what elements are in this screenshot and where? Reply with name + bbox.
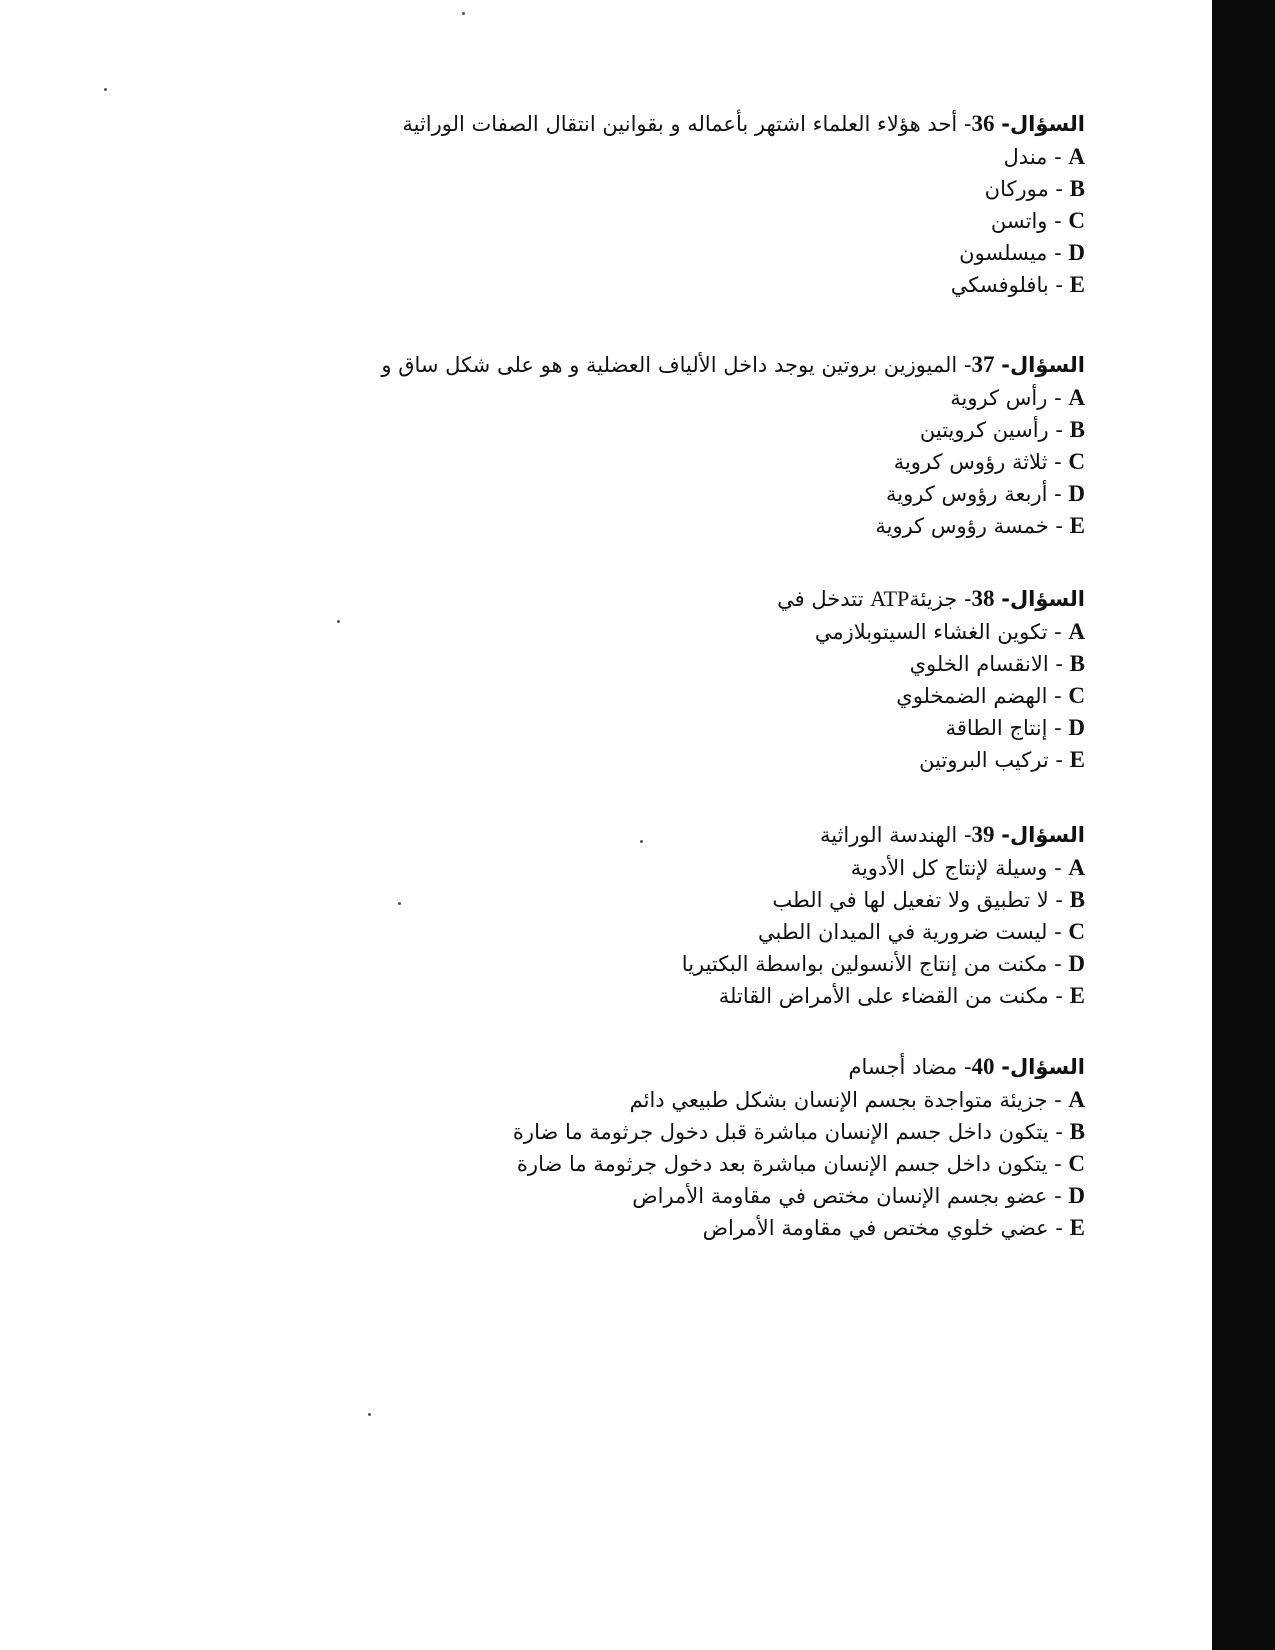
question-38-text-before: جزيئة xyxy=(909,587,958,611)
question-36-stem: السؤال- 36- أحد هؤلاء العلماء اشتهر بأعماله و بقوانين انتقال الصفات الوراثية xyxy=(402,111,1085,136)
question-37-text: الميوزين بروتين يوجد داخل الألياف العضلية و هو على شكل ساق و xyxy=(381,353,958,377)
question-40-option-e: E - عضي خلوي مختص في مقاومة الأمراض xyxy=(702,1215,1085,1240)
question-38-number: 38 xyxy=(971,586,995,611)
scan-speck xyxy=(462,12,465,15)
question-37 xyxy=(381,348,1085,542)
question-37-option-b: B - رأسين كرويتين xyxy=(919,417,1085,442)
question-38-stem: السؤال- 38- جزيئةATP تتدخل في xyxy=(777,586,1085,611)
question-36-option-e: E - بافلوفسكي xyxy=(950,272,1085,297)
question-40-option-a: A - جزيئة متواجدة بجسم الإنسان بشكل طبيعي دائم xyxy=(629,1087,1085,1112)
question-39-option-b: B - لا تطبيق ولا تفعيل لها في الطب xyxy=(772,887,1085,912)
question-38-option-c: C - الهضم الضمخلوي xyxy=(896,683,1085,708)
question-37-option-a: A - رأس كروية xyxy=(950,385,1085,410)
question-38-option-a: A - تكوين الغشاء السيتوبلازمي xyxy=(814,619,1085,644)
scan-speck xyxy=(368,1413,371,1416)
question-37-number: 37 xyxy=(971,352,995,377)
question-39-option-e: E - مكنت من القضاء على الأمراض القاتلة xyxy=(718,983,1085,1008)
question-39-option-c: C - ليست ضرورية في الميدان الطبي xyxy=(757,919,1085,944)
question-38-text-after: تتدخل في xyxy=(777,587,864,611)
question-39-stem: السؤال- 39- الهندسة الوراثية xyxy=(819,822,1085,847)
question-36-number: 36 xyxy=(971,111,995,136)
question-36-option-c: C - واتسن xyxy=(990,208,1085,233)
question-36-option-d: D - ميسلسون xyxy=(959,240,1085,265)
question-37-option-e: E - خمسة رؤوس كروية xyxy=(875,513,1085,538)
question-38-option-b: B - الانقسام الخلوي xyxy=(909,651,1085,676)
question-40-text: مضاد أجسام xyxy=(848,1055,958,1079)
question-37-option-c: C - ثلاثة رؤوس كروية xyxy=(893,449,1085,474)
question-39-option-d: D - مكنت من إنتاج الأنسولين بواسطة البكتيريا xyxy=(681,951,1085,976)
scan-speck xyxy=(337,620,340,623)
question-38-atp: ATP xyxy=(870,586,910,611)
question-37-prefix: السؤال- xyxy=(1001,353,1085,377)
question-39 xyxy=(682,818,1085,1012)
question-36-text: أحد هؤلاء العلماء اشتهر بأعماله و بقوانين انتقال الصفات الوراثية xyxy=(402,112,958,136)
question-38-option-d: D - إنتاج الطاقة xyxy=(945,715,1085,740)
question-39-prefix: السؤال- xyxy=(1001,823,1085,847)
scan-speck xyxy=(640,840,643,843)
question-38-option-e: E - تركيب البروتين xyxy=(919,747,1085,772)
question-40-stem: السؤال- 40- مضاد أجسام xyxy=(848,1054,1085,1079)
scan-speck xyxy=(398,902,401,905)
question-40-prefix: السؤال- xyxy=(1001,1055,1085,1079)
question-36-prefix: السؤال- xyxy=(1001,112,1085,136)
question-40-option-d: D - عضو بجسم الإنسان مختص في مقاومة الأمراض xyxy=(632,1183,1085,1208)
question-37-stem: السؤال- 37- الميوزين بروتين يوجد داخل الألياف العضلية و هو على شكل ساق و xyxy=(381,352,1085,377)
scanner-black-edge xyxy=(1212,0,1275,1650)
question-39-option-a: A - وسيلة لإنتاج كل الأدوية xyxy=(850,855,1085,880)
question-40-option-c: C - يتكون داخل جسم الإنسان مباشرة بعد دخول جرثومة ما ضارة xyxy=(516,1151,1085,1176)
question-37-option-d: D - أربعة رؤوس كروية xyxy=(885,481,1085,506)
question-36 xyxy=(402,107,1085,301)
scan-speck xyxy=(104,88,107,91)
question-40 xyxy=(513,1050,1085,1244)
question-38 xyxy=(777,582,1085,776)
question-36-option-a: A - مندل xyxy=(1003,144,1085,169)
question-40-number: 40 xyxy=(971,1054,995,1079)
question-39-text: الهندسة الوراثية xyxy=(819,823,958,847)
question-38-prefix: السؤال- xyxy=(1001,587,1085,611)
question-36-option-b: B - موركان xyxy=(984,176,1085,201)
question-39-number: 39 xyxy=(971,822,995,847)
question-40-option-b: B - يتكون داخل جسم الإنسان مباشرة قبل دخول جرثومة ما ضارة xyxy=(512,1119,1085,1144)
